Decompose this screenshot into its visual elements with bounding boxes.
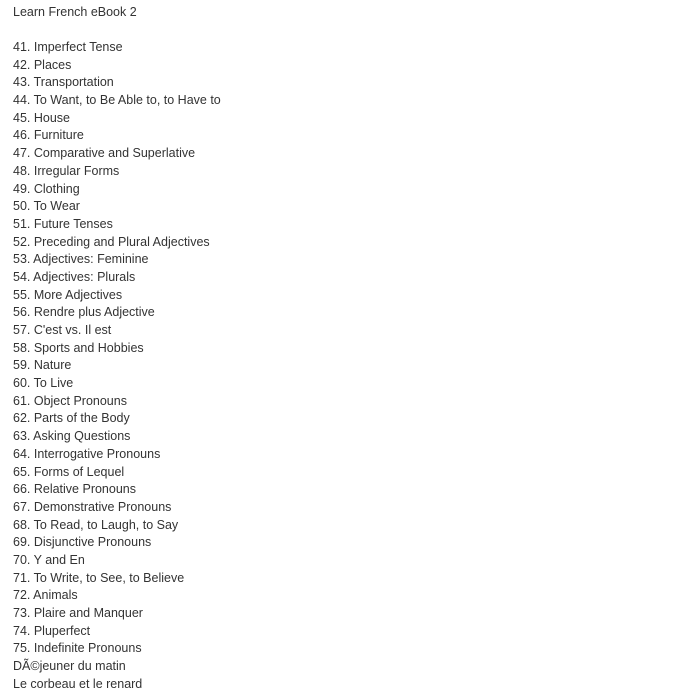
toc-item bbox=[13, 198, 690, 216]
toc-item bbox=[13, 446, 690, 464]
toc-item bbox=[13, 481, 690, 499]
toc-link[interactable]: 71. To Write, to See, to Believe bbox=[13, 570, 185, 585]
toc-link[interactable]: 70. Y and En bbox=[13, 552, 85, 567]
toc-link[interactable]: 65. Forms of Lequel bbox=[13, 464, 125, 479]
toc-item bbox=[13, 92, 690, 110]
toc-link[interactable]: Le corbeau et le renard bbox=[13, 676, 143, 691]
toc-item bbox=[13, 570, 690, 588]
toc-link[interactable]: 75. Indefinite Pronouns bbox=[13, 641, 142, 656]
toc-item bbox=[13, 181, 690, 199]
toc-link[interactable]: 47. Comparative and Superlative bbox=[13, 146, 196, 161]
toc-link[interactable]: 58. Sports and Hobbies bbox=[13, 340, 144, 355]
page-title: Learn French eBook 2 bbox=[13, 5, 137, 19]
toc-link[interactable]: 53. Adjectives: Feminine bbox=[13, 252, 149, 267]
toc-link[interactable]: 44. To Want, to Be Able to, to Have to bbox=[13, 93, 221, 108]
toc-item bbox=[13, 375, 690, 393]
toc-link[interactable]: 43. Transportation bbox=[13, 75, 114, 90]
toc-link[interactable]: DÃ©jeuner du matin bbox=[13, 659, 126, 674]
toc-item bbox=[13, 163, 690, 181]
toc-link[interactable]: 48. Irregular Forms bbox=[13, 163, 120, 178]
toc-link[interactable]: 57. C'est vs. Il est bbox=[13, 323, 112, 337]
toc-link[interactable]: 55. More Adjectives bbox=[13, 287, 123, 302]
toc-item bbox=[13, 287, 690, 305]
toc-link[interactable]: 50. To Wear bbox=[13, 199, 80, 214]
toc-item bbox=[13, 127, 690, 145]
toc-item bbox=[13, 234, 690, 252]
document-page bbox=[13, 4, 690, 693]
toc-item bbox=[13, 393, 690, 411]
toc-item bbox=[13, 216, 690, 234]
toc-item bbox=[13, 499, 690, 517]
toc-link[interactable]: 41. Imperfect Tense bbox=[13, 40, 123, 54]
toc-item bbox=[13, 322, 690, 340]
toc-link[interactable]: 60. To Live bbox=[13, 376, 74, 391]
toc-item bbox=[13, 110, 690, 128]
toc-item bbox=[13, 357, 690, 375]
toc-link[interactable]: 45. House bbox=[13, 110, 70, 125]
toc-item bbox=[13, 587, 690, 605]
toc-item bbox=[13, 304, 690, 322]
toc-link[interactable]: 62. Parts of the Body bbox=[13, 411, 130, 426]
toc-item bbox=[13, 464, 690, 482]
toc-item bbox=[13, 74, 690, 92]
toc-link[interactable]: 51. Future Tenses bbox=[13, 216, 113, 231]
toc-item bbox=[13, 605, 690, 623]
toc-link[interactable]: 66. Relative Pronouns bbox=[13, 482, 136, 497]
toc-link[interactable]: 49. Clothing bbox=[13, 181, 80, 196]
toc-item bbox=[13, 410, 690, 428]
toc-item bbox=[13, 145, 690, 163]
toc-link[interactable]: 56. Rendre plus Adjective bbox=[13, 305, 155, 320]
toc-link[interactable]: 46. Furniture bbox=[13, 128, 84, 143]
toc-link[interactable]: 68. To Read, to Laugh, to Say bbox=[13, 517, 179, 532]
toc-link[interactable]: 42. Places bbox=[13, 57, 72, 72]
toc-link[interactable]: 61. Object Pronouns bbox=[13, 393, 127, 408]
toc-item bbox=[13, 534, 690, 552]
toc-link[interactable]: 63. Asking Questions bbox=[13, 429, 131, 444]
toc-item bbox=[13, 340, 690, 358]
toc-item bbox=[13, 552, 690, 570]
toc-link[interactable]: 72. Animals bbox=[13, 588, 78, 603]
toc-item bbox=[13, 658, 690, 676]
toc-item bbox=[13, 251, 690, 269]
toc-item bbox=[13, 640, 690, 658]
toc-link[interactable]: 74. Pluperfect bbox=[13, 623, 91, 638]
toc-link[interactable]: 59. Nature bbox=[13, 358, 72, 373]
toc-link[interactable]: 67. Demonstrative Pronouns bbox=[13, 499, 172, 514]
toc-item bbox=[13, 623, 690, 641]
toc-item bbox=[13, 269, 690, 287]
table-of-contents bbox=[13, 39, 690, 693]
toc-link[interactable]: 52. Preceding and Plural Adjectives bbox=[13, 234, 210, 249]
toc-link[interactable]: 73. Plaire and Manquer bbox=[13, 606, 143, 620]
toc-item bbox=[13, 517, 690, 535]
toc-link[interactable]: 64. Interrogative Pronouns bbox=[13, 446, 161, 461]
toc-link[interactable]: 54. Adjectives: Plurals bbox=[13, 269, 136, 284]
toc-link[interactable]: 69. Disjunctive Pronouns bbox=[13, 535, 152, 550]
toc-item bbox=[13, 57, 690, 75]
toc-item bbox=[13, 676, 690, 694]
toc-item bbox=[13, 39, 690, 57]
toc-item bbox=[13, 428, 690, 446]
